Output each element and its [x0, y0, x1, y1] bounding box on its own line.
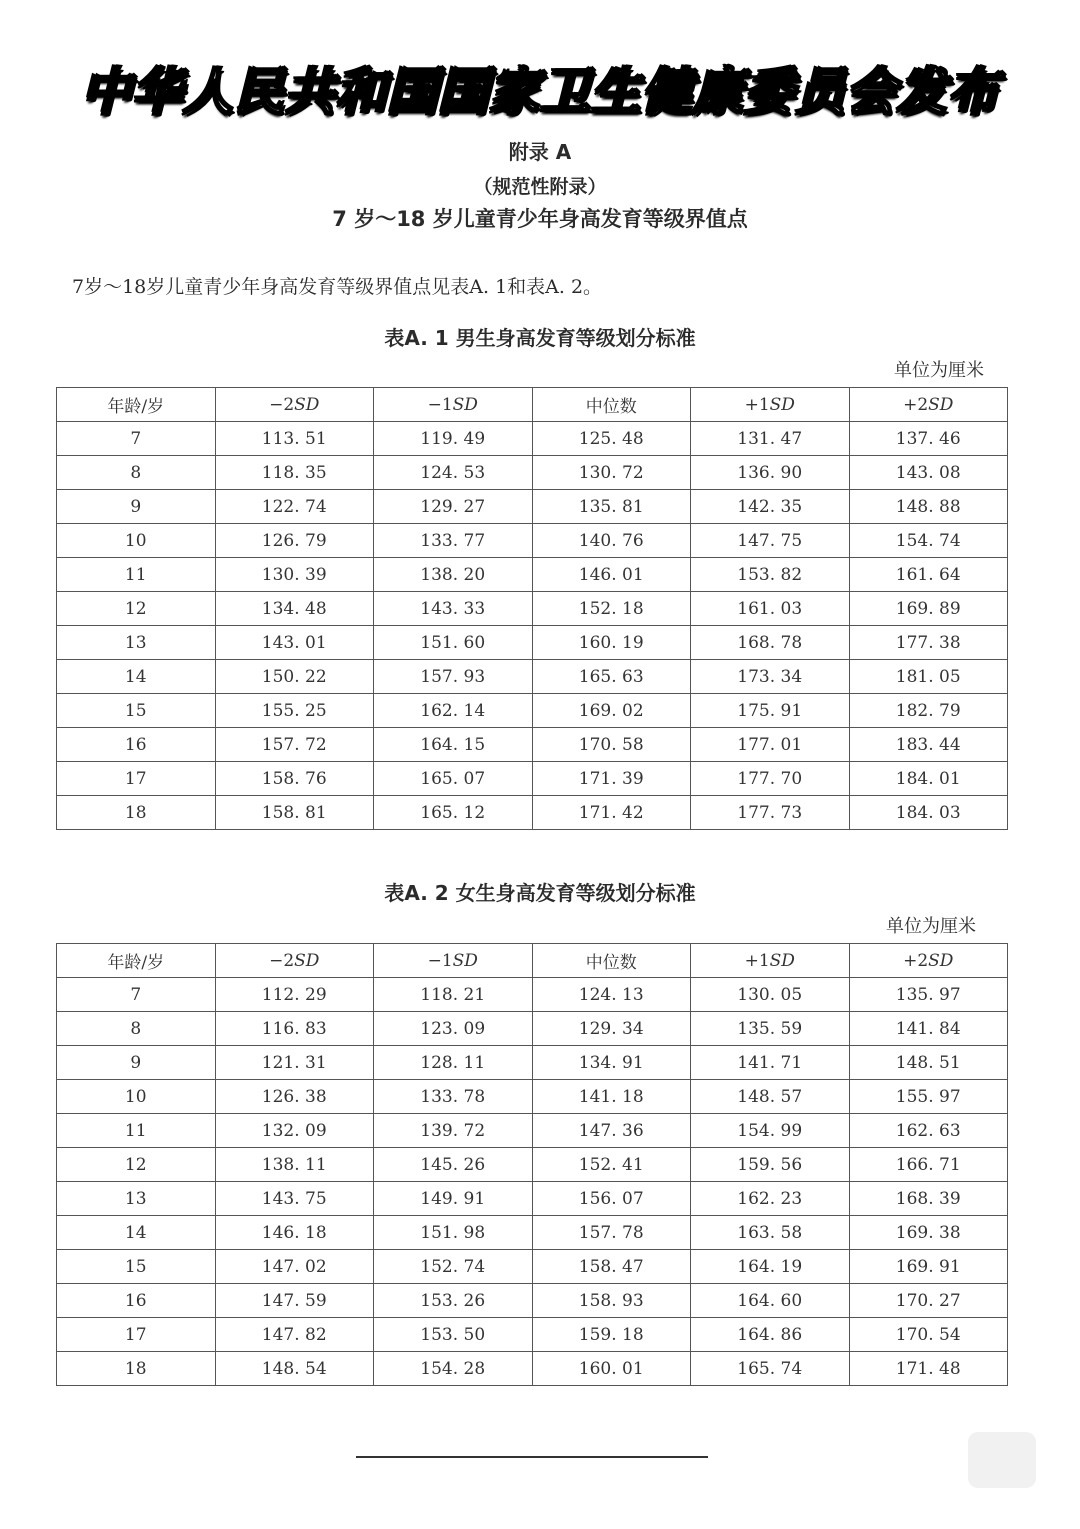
table-cell: 134. 48	[215, 592, 374, 626]
table-cell: 118. 21	[374, 978, 533, 1012]
sd-suffix: SD	[928, 950, 954, 971]
table-a2-female-height	[56, 943, 1008, 1386]
table-cell: 181. 05	[849, 660, 1008, 694]
table-cell: 142. 35	[691, 490, 850, 524]
table-cell: 131. 47	[691, 422, 850, 456]
table-cell: 168. 78	[691, 626, 850, 660]
table-cell: 168. 39	[849, 1182, 1008, 1216]
intro-paragraph: 7岁～18岁儿童青少年身高发育等级界值点见表A. 1和表A. 2。	[72, 276, 603, 298]
table-cell: 177. 01	[691, 728, 850, 762]
table-cell: 147. 82	[215, 1318, 374, 1352]
sd-suffix: SD	[294, 394, 320, 415]
table-cell: 129. 27	[374, 490, 533, 524]
table-cell: 126. 79	[215, 524, 374, 558]
table-cell: 171. 39	[532, 762, 691, 796]
table-cell: 14	[57, 1216, 216, 1250]
column-header	[215, 944, 374, 978]
table-row	[57, 1352, 1008, 1386]
table-cell: 12	[57, 1148, 216, 1182]
column-header	[57, 944, 216, 978]
table-cell: 155. 25	[215, 694, 374, 728]
table-cell: 18	[57, 796, 216, 830]
sd-suffix: SD	[769, 394, 795, 415]
table-cell: 162. 23	[691, 1182, 850, 1216]
table-cell: 129. 34	[532, 1012, 691, 1046]
table-cell: 8	[57, 456, 216, 490]
table-cell: 169. 89	[849, 592, 1008, 626]
table-cell: 133. 78	[374, 1080, 533, 1114]
table-cell: 159. 56	[691, 1148, 850, 1182]
table-cell: 141. 84	[849, 1012, 1008, 1046]
table-cell: 184. 03	[849, 796, 1008, 830]
column-header	[374, 944, 533, 978]
table-cell: 160. 19	[532, 626, 691, 660]
table-row	[57, 1148, 1008, 1182]
table-row	[57, 762, 1008, 796]
watermark-logo	[968, 1432, 1036, 1488]
table-row	[57, 524, 1008, 558]
table-cell: 164. 60	[691, 1284, 850, 1318]
sd-suffix: SD	[928, 394, 954, 415]
column-header-label: −1	[427, 394, 453, 415]
column-header-label: 年龄/岁	[107, 397, 165, 417]
table-cell: 151. 98	[374, 1216, 533, 1250]
table-cell: 135. 59	[691, 1012, 850, 1046]
table-cell: 146. 18	[215, 1216, 374, 1250]
publisher-banner: 中华人民共和国国家卫生健康委员会发布	[81, 63, 999, 121]
table-cell: 119. 49	[374, 422, 533, 456]
table-cell: 159. 18	[532, 1318, 691, 1352]
table-cell: 169. 91	[849, 1250, 1008, 1284]
table-cell: 169. 38	[849, 1216, 1008, 1250]
table-cell: 152. 74	[374, 1250, 533, 1284]
table-cell: 183. 44	[849, 728, 1008, 762]
column-header-label: +2	[903, 394, 929, 415]
table-cell: 171. 42	[532, 796, 691, 830]
column-header-label: 年龄/岁	[107, 953, 165, 973]
table-cell: 143. 01	[215, 626, 374, 660]
column-header-label: +2	[903, 950, 929, 971]
table-cell: 152. 41	[532, 1148, 691, 1182]
table-cell: 158. 47	[532, 1250, 691, 1284]
table-cell: 147. 36	[532, 1114, 691, 1148]
table-row	[57, 1284, 1008, 1318]
table-cell: 125. 48	[532, 422, 691, 456]
table-cell: 113. 51	[215, 422, 374, 456]
table-cell: 175. 91	[691, 694, 850, 728]
table-cell: 143. 75	[215, 1182, 374, 1216]
table-cell: 152. 18	[532, 592, 691, 626]
column-header	[374, 388, 533, 422]
table-cell: 177. 73	[691, 796, 850, 830]
table-row	[57, 456, 1008, 490]
table-cell: 137. 46	[849, 422, 1008, 456]
table-header-row	[57, 388, 1008, 422]
table-cell: 169. 02	[532, 694, 691, 728]
table-cell: 9	[57, 1046, 216, 1080]
table-cell: 130. 39	[215, 558, 374, 592]
table-cell: 165. 12	[374, 796, 533, 830]
table-cell: 14	[57, 660, 216, 694]
table-cell: 135. 97	[849, 978, 1008, 1012]
table-cell: 16	[57, 1284, 216, 1318]
table-cell: 124. 53	[374, 456, 533, 490]
table-row	[57, 422, 1008, 456]
table-cell: 17	[57, 762, 216, 796]
table-cell: 147. 02	[215, 1250, 374, 1284]
table-cell: 149. 91	[374, 1182, 533, 1216]
table-cell: 138. 11	[215, 1148, 374, 1182]
table-row	[57, 1080, 1008, 1114]
table-cell: 155. 97	[849, 1080, 1008, 1114]
table-cell: 150. 22	[215, 660, 374, 694]
table-row	[57, 1012, 1008, 1046]
table-cell: 148. 54	[215, 1352, 374, 1386]
table-cell: 170. 27	[849, 1284, 1008, 1318]
table-cell: 132. 09	[215, 1114, 374, 1148]
table-cell: 151. 60	[374, 626, 533, 660]
sd-suffix: SD	[452, 950, 478, 971]
table-cell: 164. 86	[691, 1318, 850, 1352]
table-row	[57, 592, 1008, 626]
table-cell: 154. 99	[691, 1114, 850, 1148]
table-cell: 184. 01	[849, 762, 1008, 796]
column-header	[691, 944, 850, 978]
table-cell: 146. 01	[532, 558, 691, 592]
table-cell: 11	[57, 558, 216, 592]
table-cell: 160. 01	[532, 1352, 691, 1386]
table-cell: 7	[57, 422, 216, 456]
table-cell: 173. 34	[691, 660, 850, 694]
table-cell: 10	[57, 524, 216, 558]
table-cell: 177. 38	[849, 626, 1008, 660]
table-cell: 18	[57, 1352, 216, 1386]
table-cell: 141. 71	[691, 1046, 850, 1080]
table-a2-unit: 单位为厘米	[886, 916, 976, 937]
table-cell: 157. 72	[215, 728, 374, 762]
table-cell: 130. 72	[532, 456, 691, 490]
table-cell: 10	[57, 1080, 216, 1114]
table-cell: 147. 75	[691, 524, 850, 558]
table-row	[57, 978, 1008, 1012]
table-cell: 153. 82	[691, 558, 850, 592]
table-cell: 164. 19	[691, 1250, 850, 1284]
table-cell: 15	[57, 694, 216, 728]
table-row	[57, 1216, 1008, 1250]
table-cell: 134. 91	[532, 1046, 691, 1080]
table-cell: 8	[57, 1012, 216, 1046]
table-row	[57, 558, 1008, 592]
table-cell: 130. 05	[691, 978, 850, 1012]
table-cell: 143. 33	[374, 592, 533, 626]
table-a1-unit: 单位为厘米	[894, 360, 984, 381]
table-cell: 161. 03	[691, 592, 850, 626]
column-header	[849, 944, 1008, 978]
table-cell: 162. 63	[849, 1114, 1008, 1148]
table-a1-caption: 表A. 1 男生身高发育等级划分标准	[384, 326, 696, 350]
table-cell: 135. 81	[532, 490, 691, 524]
table-cell: 163. 58	[691, 1216, 850, 1250]
column-header	[532, 944, 691, 978]
table-cell: 126. 38	[215, 1080, 374, 1114]
table-row	[57, 1046, 1008, 1080]
table-cell: 124. 13	[532, 978, 691, 1012]
table-cell: 118. 35	[215, 456, 374, 490]
table-header-row	[57, 944, 1008, 978]
column-header-label: −2	[269, 394, 295, 415]
table-row	[57, 1250, 1008, 1284]
table-cell: 153. 26	[374, 1284, 533, 1318]
table-cell: 136. 90	[691, 456, 850, 490]
table-row	[57, 660, 1008, 694]
table-cell: 148. 88	[849, 490, 1008, 524]
appendix-normative-label: （规范性附录）	[473, 176, 607, 198]
table-cell: 122. 74	[215, 490, 374, 524]
column-header-label: 中位数	[585, 953, 637, 973]
table-row	[57, 1318, 1008, 1352]
table-row	[57, 1114, 1008, 1148]
table-cell: 162. 14	[374, 694, 533, 728]
appendix-title: 附录 A	[508, 140, 572, 164]
table-cell: 139. 72	[374, 1114, 533, 1148]
table-a1-male-height	[56, 387, 1008, 830]
table-cell: 154. 28	[374, 1352, 533, 1386]
column-header-label: 中位数	[585, 397, 637, 417]
table-row	[57, 728, 1008, 762]
table-row	[57, 694, 1008, 728]
sd-suffix: SD	[769, 950, 795, 971]
column-header	[532, 388, 691, 422]
table-cell: 158. 76	[215, 762, 374, 796]
table-cell: 164. 15	[374, 728, 533, 762]
table-cell: 156. 07	[532, 1182, 691, 1216]
table-cell: 157. 93	[374, 660, 533, 694]
table-cell: 145. 26	[374, 1148, 533, 1182]
column-header	[57, 388, 216, 422]
table-cell: 9	[57, 490, 216, 524]
column-header	[691, 388, 850, 422]
table-cell: 116. 83	[215, 1012, 374, 1046]
table-a2-caption: 表A. 2 女生身高发育等级划分标准	[384, 881, 696, 905]
table-cell: 165. 74	[691, 1352, 850, 1386]
table-cell: 13	[57, 626, 216, 660]
table-cell: 170. 54	[849, 1318, 1008, 1352]
sd-suffix: SD	[452, 394, 478, 415]
column-header	[215, 388, 374, 422]
table-cell: 148. 51	[849, 1046, 1008, 1080]
table-cell: 128. 11	[374, 1046, 533, 1080]
table-cell: 147. 59	[215, 1284, 374, 1318]
table-cell: 11	[57, 1114, 216, 1148]
table-row	[57, 626, 1008, 660]
table-cell: 112. 29	[215, 978, 374, 1012]
table-cell: 15	[57, 1250, 216, 1284]
table-cell: 165. 07	[374, 762, 533, 796]
table-cell: 165. 63	[532, 660, 691, 694]
sd-suffix: SD	[294, 950, 320, 971]
table-cell: 123. 09	[374, 1012, 533, 1046]
table-cell: 148. 57	[691, 1080, 850, 1114]
appendix-heading: 7 岁～18 岁儿童青少年身高发育等级界值点	[332, 207, 748, 231]
column-header-label: −1	[427, 950, 453, 971]
table-row	[57, 1182, 1008, 1216]
column-header-label: +1	[744, 394, 770, 415]
table-cell: 161. 64	[849, 558, 1008, 592]
table-cell: 141. 18	[532, 1080, 691, 1114]
table-cell: 138. 20	[374, 558, 533, 592]
table-cell: 158. 93	[532, 1284, 691, 1318]
table-cell: 158. 81	[215, 796, 374, 830]
table-cell: 166. 71	[849, 1148, 1008, 1182]
column-header	[849, 388, 1008, 422]
table-cell: 182. 79	[849, 694, 1008, 728]
footer-divider-line	[356, 1456, 708, 1458]
table-cell: 154. 74	[849, 524, 1008, 558]
table-cell: 133. 77	[374, 524, 533, 558]
table-cell: 121. 31	[215, 1046, 374, 1080]
table-cell: 13	[57, 1182, 216, 1216]
table-row	[57, 796, 1008, 830]
table-cell: 170. 58	[532, 728, 691, 762]
table-cell: 177. 70	[691, 762, 850, 796]
column-header-label: +1	[744, 950, 770, 971]
table-cell: 171. 48	[849, 1352, 1008, 1386]
table-cell: 16	[57, 728, 216, 762]
table-cell: 143. 08	[849, 456, 1008, 490]
table-cell: 12	[57, 592, 216, 626]
table-cell: 140. 76	[532, 524, 691, 558]
table-cell: 7	[57, 978, 216, 1012]
table-cell: 157. 78	[532, 1216, 691, 1250]
table-row	[57, 490, 1008, 524]
column-header-label: −2	[269, 950, 295, 971]
table-cell: 153. 50	[374, 1318, 533, 1352]
table-cell: 17	[57, 1318, 216, 1352]
